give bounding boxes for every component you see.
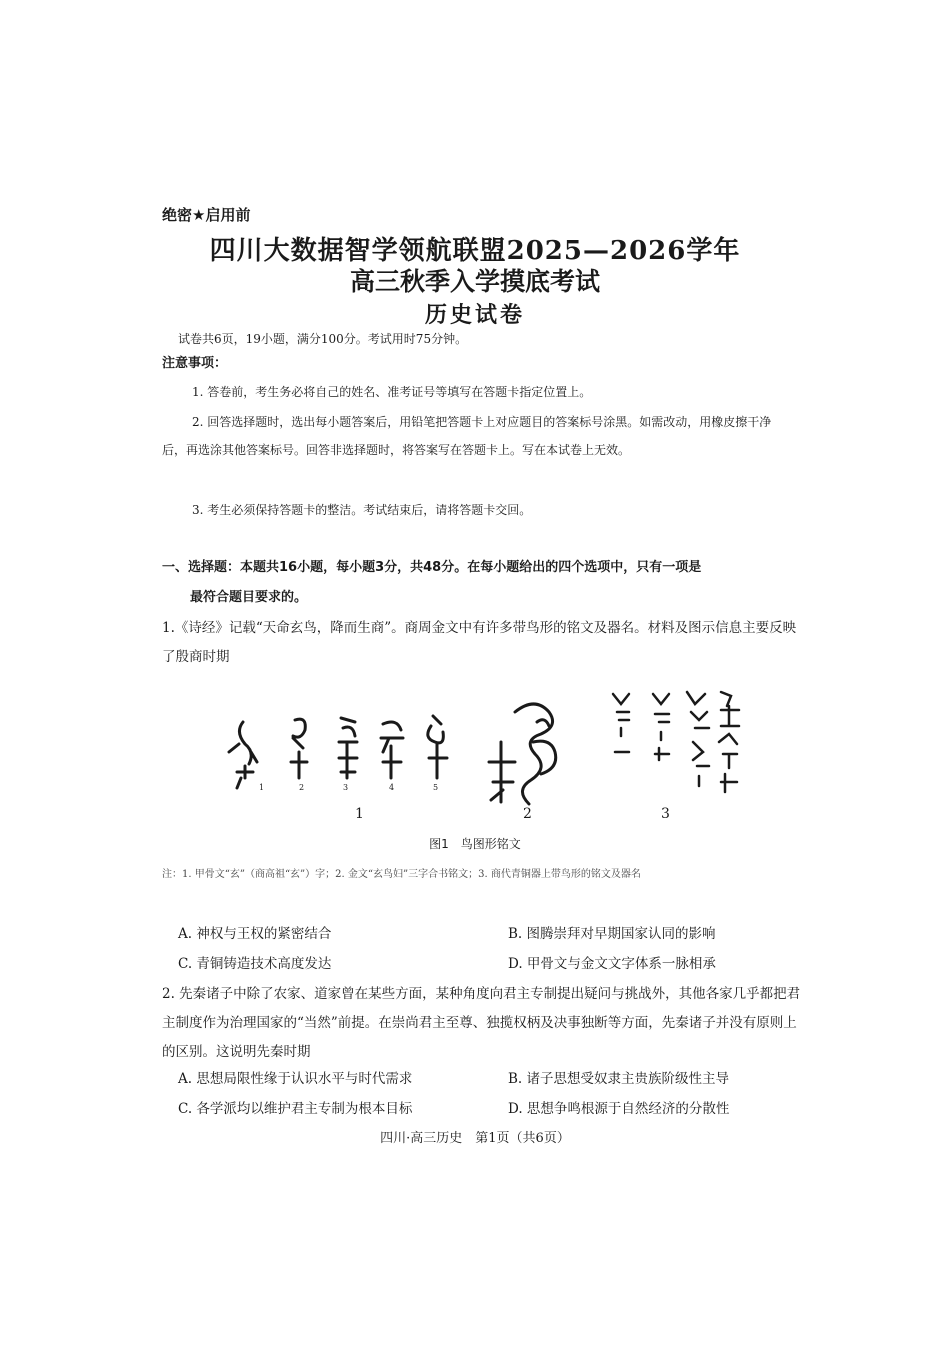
confidential-label: 绝密★启用前 [162,206,251,224]
subject-title: 历史试卷 [424,303,525,328]
small-label-2: 2 [299,783,305,792]
glyph-group-3 [613,692,739,792]
notice-item-2: 2. 回答选择题时，选出每小题答案后，用铅笔把答题卡上对应题目的答案标号涂黑。如需改动，用橡皮擦干净后，再选涂其他答案标号。回答非选择题时，将答案写在答题卡上。写在本试卷上无效。 [162,415,772,457]
exam-subtitle: 高三秋季入学摸底考试 [349,267,600,296]
figure-note: 注：1. 甲骨文“玄”（商高祖“玄”）字；2. 金文“玄鸟妇”三字合书铭文；3. 商代青铜器上带鸟形的铭文及器名 [162,869,641,880]
q2-option-c[interactable]: C. 各学派均以维护君主专制为根本目标 [178,1101,413,1117]
section-heading: 一、选择题：本题共16小题，每小题3分，共48分。在每小题给出的四个选项中，只有一项是 [162,560,702,575]
notice-heading: 注意事项： [162,356,228,371]
q1-option-b[interactable]: B. 图腾崇拜对早期国家认同的影响 [508,926,716,942]
glyph-group-2 [489,704,556,804]
page-footer: 四川·高三历史 第1页（共6页） [380,1131,570,1146]
q2-option-b[interactable]: B. 诸子思想受奴隶主贵族阶级性主导 [508,1071,730,1087]
glyph-group-1 [229,716,447,788]
bird-glyphs-image [215,682,760,832]
section-heading-cont: 最符合题目要求的。 [190,590,308,605]
q1-option-a[interactable]: A. 神权与王权的紧密结合 [178,926,332,942]
small-label-5: 5 [433,783,439,792]
notice-item-1: 1. 答卷前，考生务必将自己的姓名、准考证号等填写在答题卡指定位置上。 [192,385,592,399]
exam-info: 试卷共6页，19小题，满分100分。考试用时75分钟。 [178,332,468,346]
q1-option-d[interactable]: D. 甲骨文与金文文字体系一脉相承 [508,956,716,972]
notice-item-3: 3. 考生必须保持答题卡的整洁。考试结束后，请将答题卡交回。 [192,503,532,517]
q2-option-d[interactable]: D. 思想争鸣根源于自然经济的分散性 [508,1101,730,1117]
question-2-stem: 2. 先秦诸子中除了农家、道家曾在某些方面，某种角度向君主专制提出疑问与挑战外，其他各家几乎都把君主制度作为治理国家的“当然”前提。在崇尚君主至尊、独揽权柄及决事独断等方面，先秦诸子并没有原则上的区别。这说明先秦时期 [162,986,801,1060]
bird-inscription-figure [215,682,760,832]
small-label-4: 4 [389,783,395,792]
small-label-3: 3 [343,783,349,792]
q2-option-a[interactable]: A. 思想局限性缘于认识水平与时代需求 [178,1071,413,1087]
panel-label-1: 1 [355,806,364,822]
panel-label-2: 2 [523,806,532,822]
figure-caption: 图1 鸟图形铭文 [429,837,521,851]
question-1-stem: 1.《诗经》记载“天命玄鸟，降而生商”。商周金文中有许多带鸟形的铭文及器名。材料及图示信息主要反映了殷商时期 [162,620,797,665]
exam-title: 四川大数据智学领航联盟2025—2026学年 [209,236,741,266]
panel-label-3: 3 [661,806,670,822]
small-label-1: 1 [259,783,265,792]
q1-option-c[interactable]: C. 青铜铸造技术高度发达 [178,956,332,972]
